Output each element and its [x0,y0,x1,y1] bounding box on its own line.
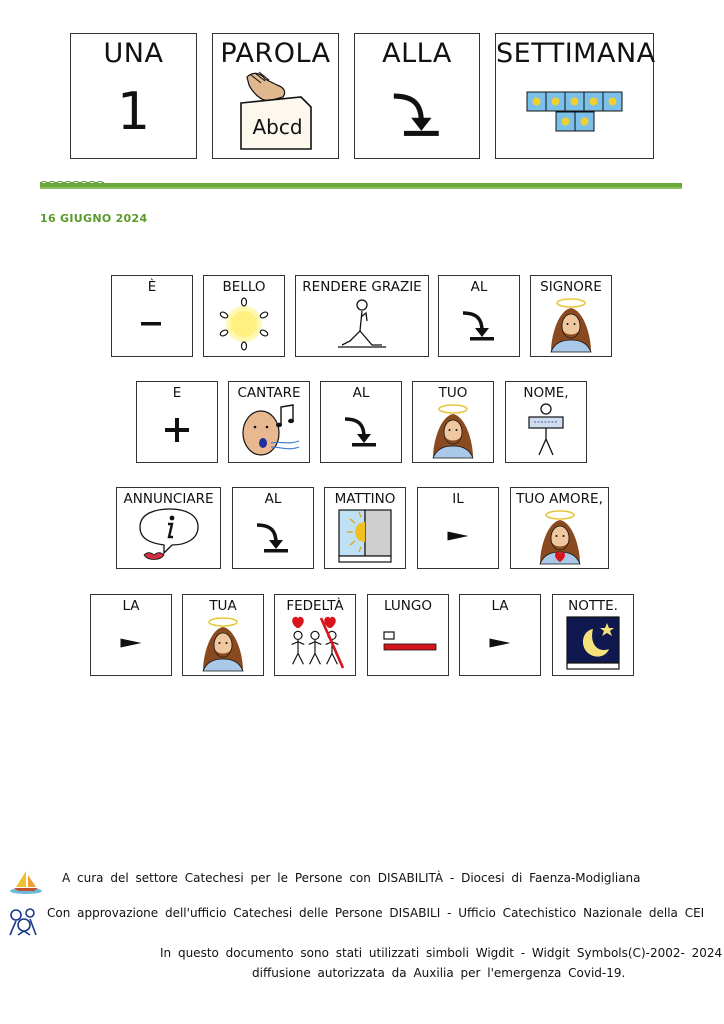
card-tuo-amore [510,487,609,569]
card-word: AL [470,279,488,295]
sailboat-logo-icon [8,869,44,895]
card-e-accent [111,275,193,357]
announce-info-icon [134,507,204,565]
card-lungo [367,594,449,676]
diocese-logo-icon [6,905,42,939]
header-word: SETTIMANA [496,38,656,69]
card-word: ANNUNCIARE [123,491,214,507]
header-card-alla [354,33,480,159]
card-word: LUNGO [384,598,432,614]
card-word: MATTINO [334,491,396,507]
footer-line-4: diffusione autorizzata da Auxilia per l'emergenza Covid-19. [252,966,626,980]
plus-icon [162,415,192,445]
footer-line-2: Con approvazione dell'ufficio Catechesi delle Persone DISABILI - Ufficio Catechistico Nazionale della CEI [47,906,705,920]
to-arrow-symbol [355,72,479,152]
article-arrow-icon [485,635,515,651]
calendar-week-icon [525,90,625,134]
to-arrow-icon [341,410,381,450]
header-card-parola [212,33,339,159]
to-arrow-icon [253,516,293,556]
header-word: ALLA [382,38,452,69]
faithfulness-icon [283,614,347,672]
morning-window-icon [337,508,393,564]
header-word: UNA [103,38,164,69]
card-word: CANTARE [237,385,301,401]
card-al [438,275,520,357]
praying-person-icon [332,295,392,353]
date-label: 16 GIUGNO 2024 [40,212,148,225]
card-cantare [228,381,310,463]
footer-line-3: In questo documento sono stati utilizzati simboli Wigdit - Widgit Symbols(C)-2002- 2024 [160,946,723,960]
card-tua [182,594,264,676]
card-word: BELLO [222,279,266,295]
card-bello [203,275,285,357]
card-word: NOTTE. [568,598,618,614]
jesus-icon [541,294,601,354]
card-word: AL [352,385,370,401]
card-mattino [324,487,406,569]
jesus-icon [193,613,253,673]
card-word: AL [264,491,282,507]
number-label: 1 [116,82,151,142]
card-word: SIGNORE [540,279,602,295]
week-symbol [496,72,653,152]
card-la [90,594,172,676]
card-al-3 [232,487,314,569]
card-annunciare [116,487,221,569]
header-card-settimana [495,33,654,159]
card-signore [530,275,612,357]
singing-face-icon [237,401,301,459]
card-il [417,487,499,569]
jesus-love-icon [530,506,590,566]
card-word: LA [491,598,509,614]
card-tuo [412,381,494,463]
article-arrow-icon [116,635,146,651]
card-word: FEDELTÀ [286,598,344,614]
header-word: PAROLA [220,38,331,69]
card-word: NOME, [523,385,569,401]
abcd-label: Abcd [252,115,303,139]
word-symbol [213,72,338,152]
card-word: LA [122,598,140,614]
card-word: TUO AMORE, [516,491,603,507]
card-word: IL [452,491,464,507]
card-word: E [172,385,182,401]
to-arrow-icon [388,83,446,141]
card-notte [552,594,634,676]
long-bar-icon [378,628,438,658]
card-word: TUO [438,385,468,401]
is-dash-icon [137,319,167,329]
night-moon-icon [565,615,621,671]
card-fedelta [274,594,356,676]
card-nome [505,381,587,463]
card-al-2 [320,381,402,463]
card-word: RENDERE GRAZIE [302,279,422,295]
header-card-una [70,33,197,159]
name-tag-person-icon [521,401,571,459]
beautiful-sun-icon [214,295,274,353]
card-rendere-grazie [295,275,429,357]
grass-divider [40,181,682,190]
article-arrow-icon [443,528,473,544]
number-one-symbol [71,72,196,152]
card-word: È [147,279,157,295]
card-word: TUA [209,598,237,614]
jesus-icon [423,400,483,460]
card-e [136,381,218,463]
footer-line-1: A cura del settore Catechesi per le Persone con DISABILITÀ - Diocesi di Faenza-Modigliana [62,871,641,885]
to-arrow-icon [459,304,499,344]
card-la-2 [459,594,541,676]
